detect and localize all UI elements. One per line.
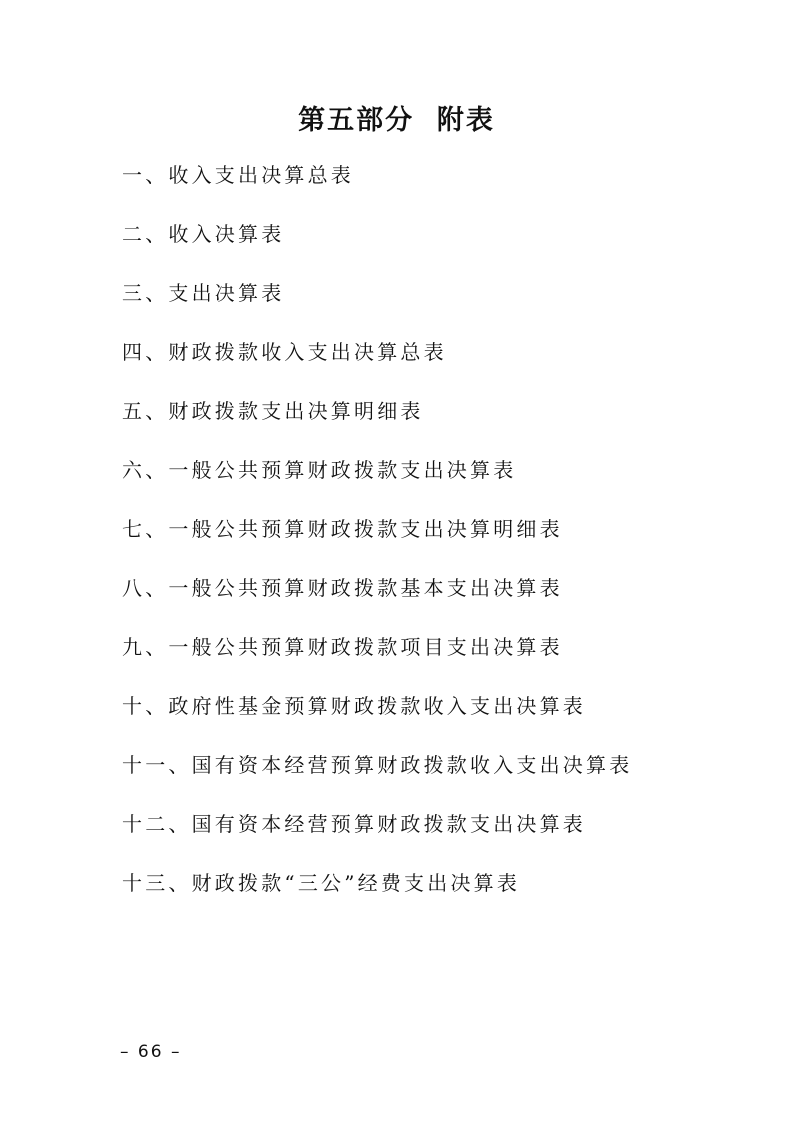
list-item: 八、一般公共预算财政拨款基本支出决算表 (122, 576, 563, 600)
page-title: 第五部分 附表 (298, 105, 495, 136)
list-item: 十二、国有资本经营预算财政拨款支出决算表 (122, 812, 586, 836)
appendix-list (122, 160, 632, 927)
page-number: – 66 – (120, 1042, 182, 1062)
list-item: 十、政府性基金预算财政拨款收入支出决算表 (122, 694, 586, 718)
list-item: 五、财政拨款支出决算明细表 (122, 399, 424, 423)
list-item: 十一、国有资本经营预算财政拨款收入支出决算表 (122, 753, 633, 777)
list-item: 一、收入支出决算总表 (122, 163, 354, 187)
list-item: 三、支出决算表 (122, 281, 285, 305)
list-item: 七、一般公共预算财政拨款支出决算明细表 (122, 517, 563, 541)
list-item: 四、财政拨款收入支出决算总表 (122, 340, 447, 364)
list-item: 十三、财政拨款“三公”经费支出决算表 (122, 871, 521, 895)
list-item: 六、一般公共预算财政拨款支出决算表 (122, 458, 517, 482)
list-item: 九、一般公共预算财政拨款项目支出决算表 (122, 635, 563, 659)
list-item: 二、收入决算表 (122, 222, 285, 246)
